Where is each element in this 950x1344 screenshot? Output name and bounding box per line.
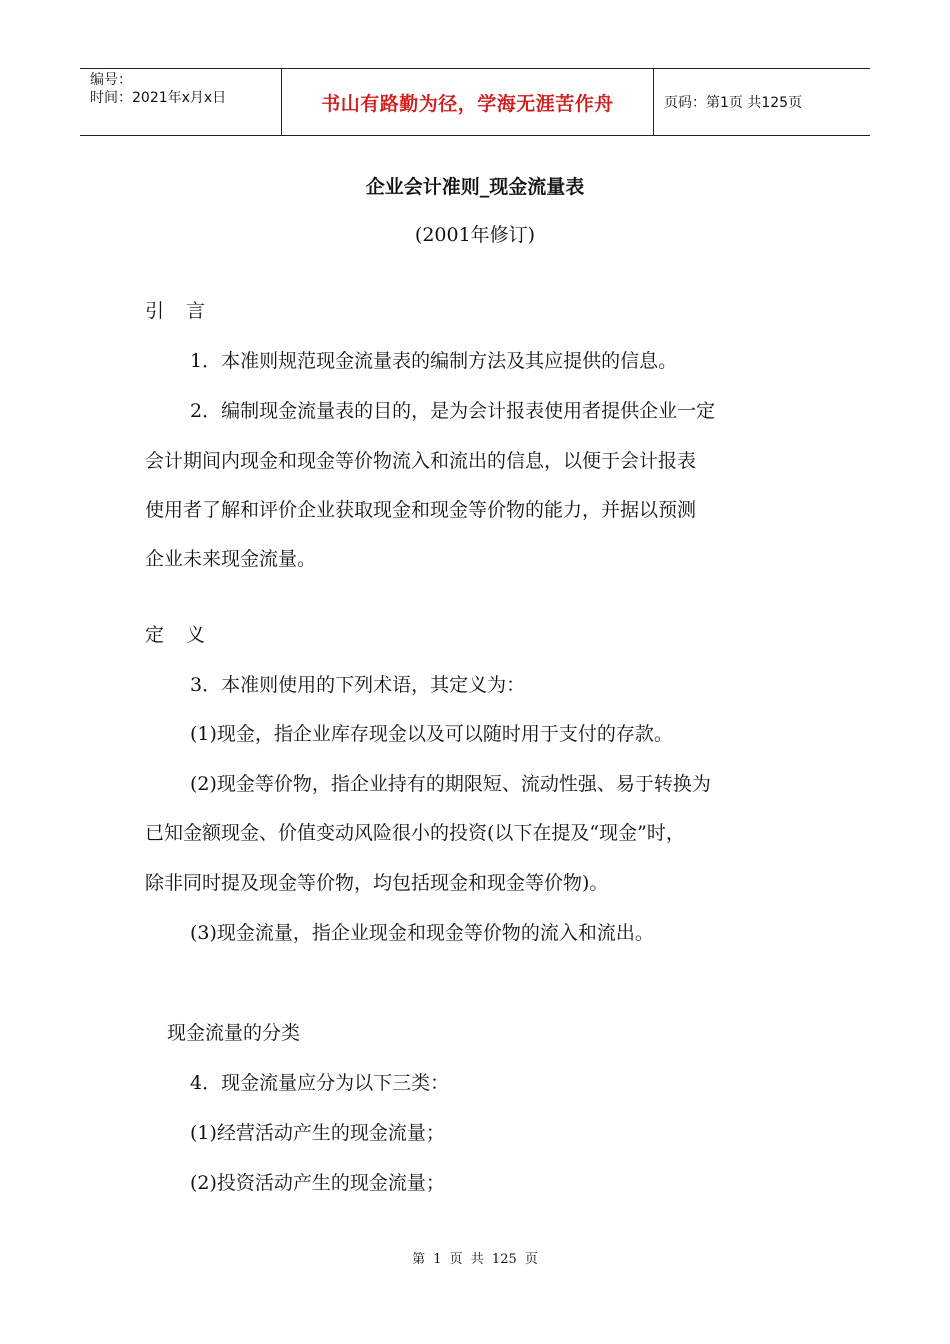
header-time: 时间：2021年x月x日 [90, 90, 227, 106]
paragraph-line: 4．现金流量应分为以下三类： [190, 1072, 450, 1094]
section-heading-classification: 现金流量的分类 [167, 1022, 301, 1044]
paragraph-line: 企业未来现金流量。 [145, 548, 317, 570]
paragraph-line: 使用者了解和评价企业获取现金和现金等价物的能力，并据以预测 [145, 499, 697, 521]
paragraph-line: (1)经营活动产生的现金流量； [190, 1122, 445, 1144]
paragraph-line: (1)现金，指企业库存现金以及可以随时用于支付的存款。 [190, 723, 673, 745]
header-motto: 书山有路勤为径，学海无涯苦作舟 [282, 69, 654, 135]
paragraph-line: 1．本准则规范现金流量表的编制方法及其应提供的信息。 [190, 350, 678, 372]
paragraph-line: 2．编制现金流量表的目的，是为会计报表使用者提供企业一定 [190, 400, 716, 422]
paragraph-line: (3)现金流量，指企业现金和现金等价物的流入和流出。 [190, 922, 654, 944]
paragraph-line: 已知金额现金、价值变动风险很小的投资(以下在提及“现金”时， [145, 822, 685, 844]
header-meta [80, 69, 282, 135]
header-page-info: 页码：第1页 共125页 [664, 95, 803, 111]
section-heading-intro: 引言 [145, 300, 228, 322]
header-number: 编号： [90, 72, 132, 88]
page-footer: 第 1 页 共 125 页 [412, 1252, 538, 1267]
paragraph-line: (2)现金等价物，指企业持有的期限短、流动性强、易于转换为 [190, 773, 711, 795]
paragraph-line: 会计期间内现金和现金等价物流入和流出的信息，以便于会计报表 [145, 450, 697, 472]
page-header [80, 68, 870, 136]
paragraph-line: (2)投资活动产生的现金流量； [190, 1172, 445, 1194]
paragraph-line: 3．本准则使用的下列术语，其定义为： [190, 674, 526, 696]
document-subtitle: (2001年修订) [414, 224, 536, 246]
paragraph-line: 除非同时提及现金等价物，均包括现金和现金等价物)。 [145, 872, 609, 894]
document-title: 企业会计准则_现金流量表 [365, 176, 585, 198]
section-heading-definition: 定义 [145, 624, 228, 646]
